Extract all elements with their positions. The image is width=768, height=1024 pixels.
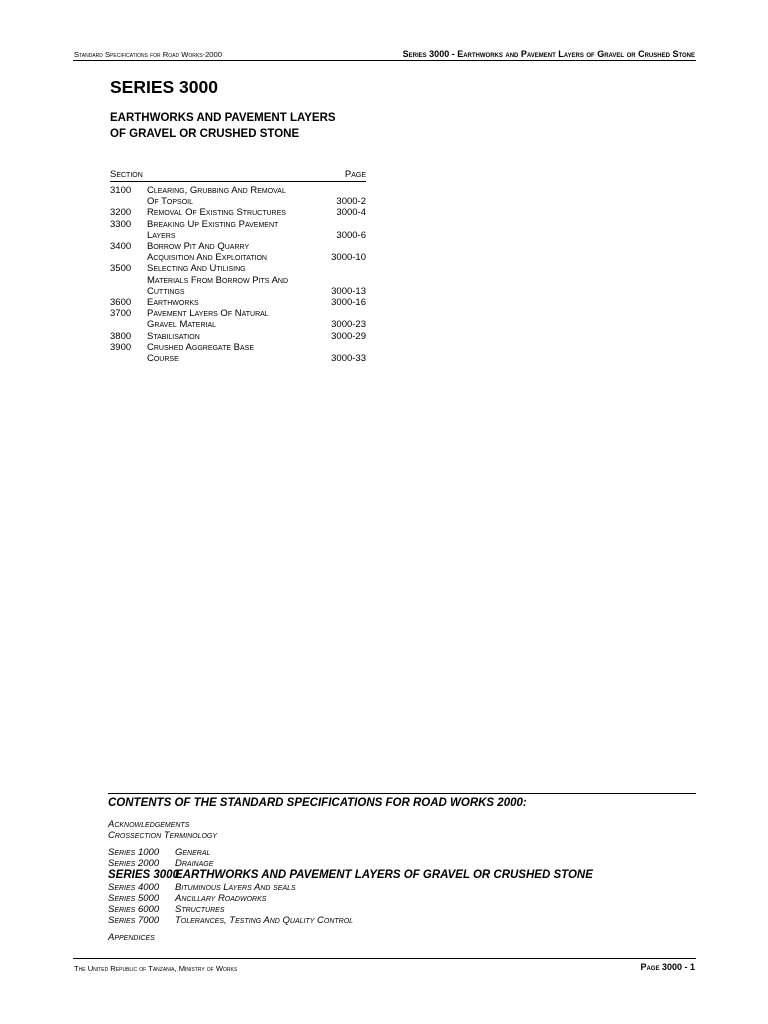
contents-series-entry <box>108 858 696 869</box>
contents-series-name: Bituminous Layers And seals <box>175 882 296 893</box>
toc-page-number-text: 3000-4 <box>336 207 366 219</box>
toc-section-title <box>147 308 318 330</box>
toc-title-line: Acquisition And Exploitation <box>147 252 267 264</box>
toc-page-number <box>318 207 366 218</box>
toc-title-line: Cuttings <box>147 285 185 297</box>
toc-page-number <box>318 308 366 330</box>
toc-page-number-text: 3000-2 <box>336 196 366 208</box>
toc-page-number <box>318 331 366 342</box>
toc-row <box>110 297 366 308</box>
page-footer <box>73 958 696 973</box>
toc-section-number: 3300 <box>110 218 132 230</box>
toc-section-title <box>147 342 318 364</box>
toc-page-number <box>318 219 366 241</box>
toc-page-number-text: 3000-16 <box>331 297 366 309</box>
toc-row <box>110 207 366 218</box>
contents-entry-crossection-terminology: Crossection Terminology <box>108 830 218 841</box>
toc-section-title <box>147 185 318 207</box>
toc-title-line: Course <box>147 353 179 365</box>
toc-section-title <box>147 297 318 308</box>
toc-page-number-text: 3000-6 <box>336 229 366 241</box>
contents-series-number: Series 6000 <box>108 904 160 915</box>
toc-page-number <box>318 263 366 297</box>
toc-page-heading: Page <box>344 169 366 180</box>
contents-entry-appendices: Appendices <box>108 932 155 943</box>
toc-title-line: Of Topsoil <box>147 196 194 208</box>
contents-series-entry <box>108 915 696 926</box>
contents-back-matter <box>108 932 696 943</box>
toc-row <box>110 331 366 342</box>
toc-page-number <box>318 185 366 207</box>
contents-series-name: Drainage <box>175 858 214 869</box>
toc-row <box>110 241 366 263</box>
contents-series-current <box>108 869 696 882</box>
contents-series-name: Structures <box>175 904 225 915</box>
toc-section-heading: Section <box>110 169 143 180</box>
toc-title-line: Selecting And Utilising <box>147 263 246 275</box>
toc-section-number: 3400 <box>110 241 132 253</box>
contents-series-name: EARTHWORKS AND PAVEMENT LAYERS OF GRAVEL OR CRUSHED STONE <box>175 869 593 881</box>
toc-section-number: 3900 <box>110 341 132 353</box>
toc-row <box>110 308 366 330</box>
contents-series-entry <box>108 893 696 904</box>
contents-series-number: Series 5000 <box>108 893 160 904</box>
toc-title-line: Removal Of Existing Structures <box>147 207 286 219</box>
toc-title-line: Crushed Aggregate Base <box>147 341 255 353</box>
series-subtitle: EARTHWORKS AND PAVEMENT LAYERS OF GRAVEL OR CRUSHED STONE <box>110 112 336 140</box>
contents-series-number: Series 1000 <box>108 847 160 858</box>
toc-title-line: Stabilisation <box>147 330 200 342</box>
toc-section-number: 3800 <box>110 330 132 342</box>
toc-section-number: 3100 <box>110 185 132 196</box>
toc-page-number <box>318 297 366 308</box>
toc-section-number: 3600 <box>110 297 132 309</box>
toc-row <box>110 342 366 364</box>
contents-series-entry <box>108 882 696 893</box>
toc-list <box>110 185 366 364</box>
toc-title-line: Gravel Material <box>147 319 217 331</box>
toc-section-title <box>147 331 318 342</box>
contents-series-entry <box>108 847 696 858</box>
toc-section-title <box>147 219 318 241</box>
toc-row <box>110 263 366 297</box>
contents-series-number: SERIES 3000 <box>108 869 179 881</box>
contents-series-entry <box>108 904 696 915</box>
toc-header <box>110 169 366 182</box>
toc-page-number-text: 3000-29 <box>331 330 366 342</box>
toc-title-line: Breaking Up Existing Pavement <box>147 218 279 230</box>
toc-page-number <box>318 342 366 364</box>
page-header <box>73 46 696 61</box>
toc-page-number <box>318 241 366 263</box>
toc-title-line: Materials From Borrow Pits And <box>147 274 289 286</box>
contents-series-number: Series 2000 <box>108 858 160 869</box>
header-series-title: Series 3000 - Earthworks and Pavement Layers of Gravel or Crushed Stone <box>402 49 695 59</box>
toc-page-number-text: 3000-23 <box>331 319 366 331</box>
series-title: SERIES 3000 <box>110 77 218 97</box>
toc-title-line: Clearing, Grubbing And Removal <box>147 185 286 196</box>
footer-publisher: The United Republic of Tanzania, Ministry of Works <box>74 964 238 973</box>
toc-section-title <box>147 263 318 297</box>
toc-section-title <box>147 241 318 263</box>
toc-page-number-text: 3000-33 <box>331 353 366 365</box>
contents-series-list <box>108 847 696 926</box>
contents-series-name: Tolerances, Testing And Quality Control <box>175 915 354 926</box>
toc-title-line: Pavement Layers Of Natural <box>147 308 269 320</box>
contents-box <box>108 793 696 943</box>
toc-section-number: 3700 <box>110 308 132 320</box>
footer-page-number: Page 3000 - 1 <box>640 962 695 972</box>
toc-title-line: Earthworks <box>147 297 199 309</box>
contents-series-name: Ancillary Roadworks <box>175 893 267 904</box>
toc-page-number-text: 3000-13 <box>331 285 366 297</box>
contents-entry-acknowledgements: Acknowledgements <box>108 819 190 830</box>
toc-page-number-text: 3000-10 <box>331 252 366 264</box>
toc-title-line: Layers <box>147 229 176 241</box>
toc-row <box>110 185 366 207</box>
contents-front-matter <box>108 819 696 841</box>
contents-series-number: Series 4000 <box>108 882 160 893</box>
toc-section-number: 3500 <box>110 263 132 275</box>
toc-title-line: Borrow Pit And Quarry <box>147 241 250 253</box>
contents-series-name: General <box>175 847 211 858</box>
toc-row <box>110 219 366 241</box>
table-of-contents <box>110 169 366 364</box>
contents-series-number: Series 7000 <box>108 915 160 926</box>
toc-section-title <box>147 207 318 218</box>
toc-section-number: 3200 <box>110 207 132 219</box>
header-document-title: Standard Specifications for Road Works-2000 <box>74 50 222 59</box>
contents-title: CONTENTS OF THE STANDARD SPECIFICATIONS FOR ROAD WORKS 2000: <box>108 797 527 809</box>
